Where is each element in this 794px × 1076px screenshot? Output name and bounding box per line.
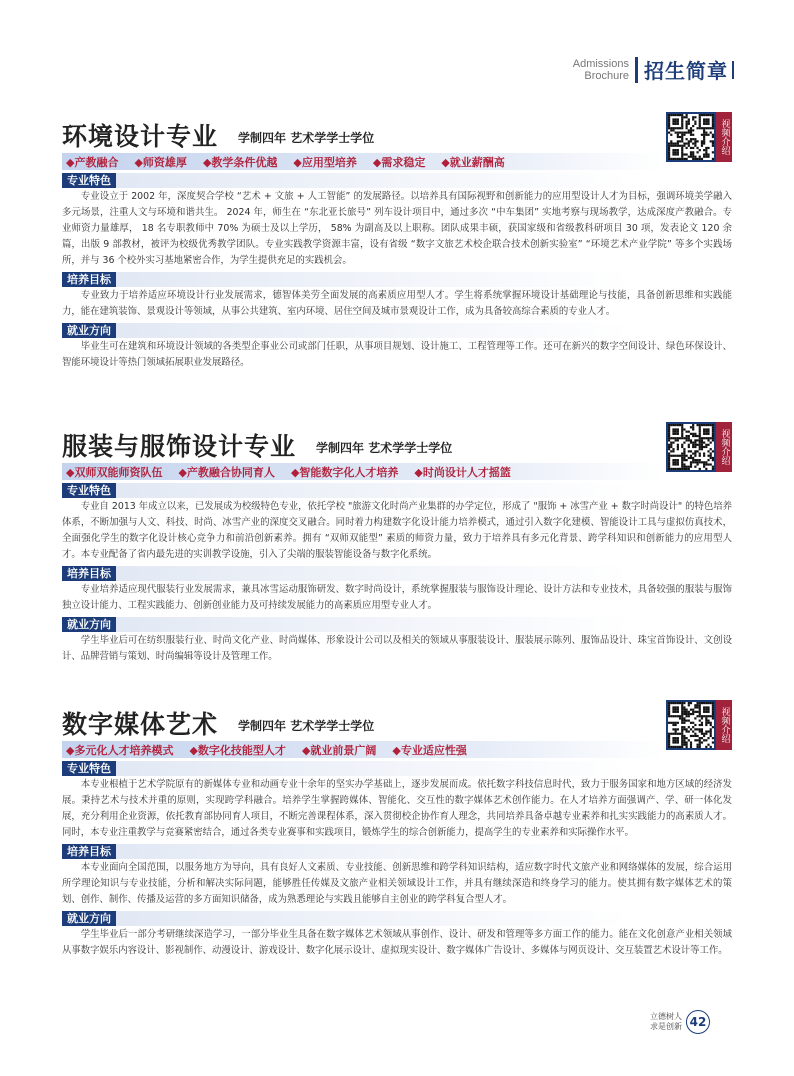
feature-tags	[62, 463, 662, 480]
motto-line1: 立德树人	[650, 1012, 682, 1021]
sub-heading-careers	[62, 911, 732, 926]
major-title-row	[62, 422, 732, 465]
major-title: 数字媒体艺术	[62, 710, 219, 739]
sub-heading-label: 培养目标	[62, 566, 116, 581]
feature-tag: ◆产教融合协同育人	[178, 465, 275, 479]
paragraph-features: 专业自 2013 年成立以来，已发展成为校级特色专业，依托学校 "旅游文化时尚产业集群的办学定位，形成了 "服饰 + 冰雪产业 + 数字时尚设计" 的特色培养体系，不断加强与人文、科技、时尚、冰雪产业的深度交叉融合。同时着力构建数字化设计能力培养模式，通过引入数字化建模、智能设计工具与虚拟仿真技术，全面强化学生的数字化设计核心竞争力和前沿创新素养。拥有 “双师双能型” 素质的师资力量，致力于培养具有多元化背景、跨学科知识和创新能力的应用型人才。本专业配备了省内最先进的实训教学设施，引入了尖端的服装智能设备与数字化系统。	[62, 501, 733, 560]
sub-heading-label: 就业方向	[62, 911, 116, 926]
feature-tags	[62, 741, 662, 758]
feature-tag: ◆数字化技能型人才	[189, 743, 286, 757]
major-section-fashion	[62, 422, 732, 665]
paragraph-careers: 学生毕业后可在纺织服装行业、时尚文化产业、时尚媒体、形象设计公司以及相关的领域从事服装设计、服装展示陈列、服饰品设计、珠宝首饰设计、文创设计、品牌营销与策划、时尚编辑等设计及管理工作。	[62, 635, 732, 662]
page-number: 42	[686, 1010, 710, 1034]
major-title: 环境设计专业	[62, 122, 219, 151]
paragraph-careers: 学生毕业后一部分考研继续深造学习，一部分毕业生具备在数字媒体艺术领域从事创作、设计、研发和管理等多方面工作的能力。能在文化创意产业相关领域从事数字娱乐内容设计、影视制作、动漫设计、游戏设计、数字化展示设计、虚拟现实设计、数字媒体广告设计、多媒体与网页设计、交互装置艺术设计等工作。	[62, 929, 732, 956]
page-footer	[650, 1010, 710, 1034]
feature-tag: ◆产教融合	[66, 155, 119, 169]
feature-tag: ◆时尚设计人才摇篮	[414, 465, 511, 479]
sub-heading-label: 培养目标	[62, 844, 116, 859]
qr-video-label: 视频介绍	[716, 700, 732, 750]
major-title-row	[62, 112, 732, 155]
feature-tag: ◆双师双能师资队伍	[66, 465, 163, 479]
feature-tag: ◆师资雄厚	[134, 155, 187, 169]
sub-heading-features	[62, 483, 732, 498]
motto-line2: 求是创新	[650, 1022, 682, 1031]
sub-heading-features	[62, 173, 732, 188]
paragraph-careers: 毕业生可在建筑和环境设计领域的各类型企事业公司或部门任职，从事项目规划、设计施工、工程管理等工作。还可在新兴的数字空间设计、绿色环保设计、智能环境设计等热门领域拓展职业发展路径。	[62, 341, 732, 368]
sub-heading-careers	[62, 323, 732, 338]
sub-heading-label: 专业特色	[62, 483, 116, 498]
feature-tag: ◆需求稳定	[372, 155, 426, 169]
major-meta: 学制四年 艺术学学士学位	[238, 719, 375, 733]
brochure-en-title	[573, 58, 635, 82]
video-qr-block[interactable]	[666, 112, 732, 162]
major-meta: 学制四年 艺术学学士学位	[316, 441, 453, 455]
paragraph-goals: 本专业面向全国范围，以服务地方为导向，具有良好人文素质、专业技能、创新思维和跨学科知识结构，适应数字时代文旅产业和网络媒体的发展，综合运用所学理论知识与专业技能，分析和解决实际问题，能够胜任传媒及文旅产业相关领域设计工作，并具有继续深造和终身学习的能力。使其拥有数字媒体艺术的策划、创作、制作、传播及运营的多方面知识储备，成为熟悉理论与实践且能够自主创业的跨学科复合型人才。	[62, 862, 732, 905]
sub-heading-label: 就业方向	[62, 323, 116, 338]
brochure-header	[573, 55, 734, 84]
sub-heading-label: 就业方向	[62, 617, 116, 632]
paragraph-features: 专业设立于 2002 年，深度契合学校 “艺术 + 文旅 + 人工智能” 的发展路径。以培养具有国际视野和创新能力的应用型设计人才为目标，强调环境美学融入多元场景，注重人文与环境和谐共生。 2024 年，师生在 “东北亚长旅号” 列车设计项目中，通过多次 “中车集团” 实地考察与现场教学，达成深度产教融合。专业师资力量雄厚， 18 名专职教师中 70% 为硕士及以上学历， 58% 为副高及以上职称。团队成果丰硕，获国家级和省级教科研项目 30 项，发表论文 120 余篇，出版 9 部教材，被评为校级优秀教学团队。专业实践教学资源丰富，设有省级 “数字文旅艺术校企联合技术创新实验室” “环境艺术产业学院” 等多个实践场所，并与 36 个校外实习基地紧密合作，为学生提供充足的实践机会。	[62, 191, 732, 266]
sub-heading-goals	[62, 844, 732, 859]
header-divider-right	[732, 61, 734, 79]
qr-code-icon[interactable]	[666, 112, 716, 162]
sub-heading-label: 专业特色	[62, 173, 116, 188]
qr-code-icon[interactable]	[666, 422, 716, 472]
feature-tags	[62, 153, 662, 170]
qr-code-icon[interactable]	[666, 700, 716, 750]
major-section-environment	[62, 112, 732, 371]
qr-video-label: 视频介绍	[716, 112, 732, 162]
paragraph-goals: 专业致力于培养适应环境设计行业发展需求，德智体美劳全面发展的高素质应用型人才。学生将系统掌握环境设计基础理论与技能，具备创新思维和实践能力，能在建筑装饰、景观设计等领域，从事公共建筑、室内环境、居住空间及城市景观设计工作，成为具备较高综合素质的专业人才。	[62, 290, 732, 317]
brochure-cn-title: 招生简章	[644, 59, 728, 83]
sub-heading-goals	[62, 566, 732, 581]
sub-heading-careers	[62, 617, 732, 632]
feature-tag: ◆应用型培养	[293, 155, 357, 169]
school-motto	[650, 1012, 682, 1032]
feature-tag: ◆智能数字化人才培养	[290, 465, 399, 479]
major-title: 服装与服饰设计专业	[62, 432, 297, 461]
major-title-row	[62, 700, 732, 743]
sub-heading-goals	[62, 272, 732, 287]
brochure-en-line2: Brochure	[584, 69, 629, 82]
sub-heading-label: 专业特色	[62, 761, 116, 776]
major-meta: 学制四年 艺术学学士学位	[238, 131, 375, 145]
major-section-digital-media	[62, 700, 732, 959]
feature-tag: ◆就业薪酬高	[441, 155, 505, 169]
feature-tag: ◆专业适应性强	[392, 743, 467, 757]
feature-tag: ◆就业前景广阔	[301, 743, 377, 757]
paragraph-features: 本专业根植于艺术学院原有的新媒体专业和动画专业十余年的坚实办学基础上，逐步发展而成。依托数字科技信息时代，致力于服务国家和地方区域的经济发展。秉持艺术与技术并重的原则，实现跨学科融合。培养学生掌握跨媒体、智能化、交互性的数字媒体艺术创作能力。在人才培养方面强调产、学、研一体化发展，充分利用企业资源，依托教育部协同育人项目，不断完善课程体系，深入贯彻校企协作育人理念，共同培养具备卓越专业素养和扎实实践能力的高素质人才。同时，本专业注重教学与竞赛紧密结合，通过各类专业赛事和实践项目，锻炼学生的综合创新能力，提高学生的专业素养和实际操作水平。	[62, 779, 732, 838]
brochure-en-line1: Admissions	[572, 57, 629, 70]
feature-tag: ◆多元化人才培养模式	[66, 743, 174, 757]
video-qr-block[interactable]	[666, 422, 732, 472]
sub-heading-features	[62, 761, 732, 776]
qr-video-label: 视频介绍	[716, 422, 732, 472]
video-qr-block[interactable]	[666, 700, 732, 750]
paragraph-goals: 专业培养适应现代服装行业发展需求，兼具冰雪运动服饰研发、数字时尚设计，系统掌握服装与服饰设计理论、设计方法和专业技术，具备较强的服装与服饰独立设计能力、工程实践能力、创新创业能力及可持续发展能力的高素质应用型专业人才。	[62, 584, 732, 611]
feature-tag: ◆教学条件优越	[202, 155, 278, 169]
sub-heading-label: 培养目标	[62, 272, 116, 287]
